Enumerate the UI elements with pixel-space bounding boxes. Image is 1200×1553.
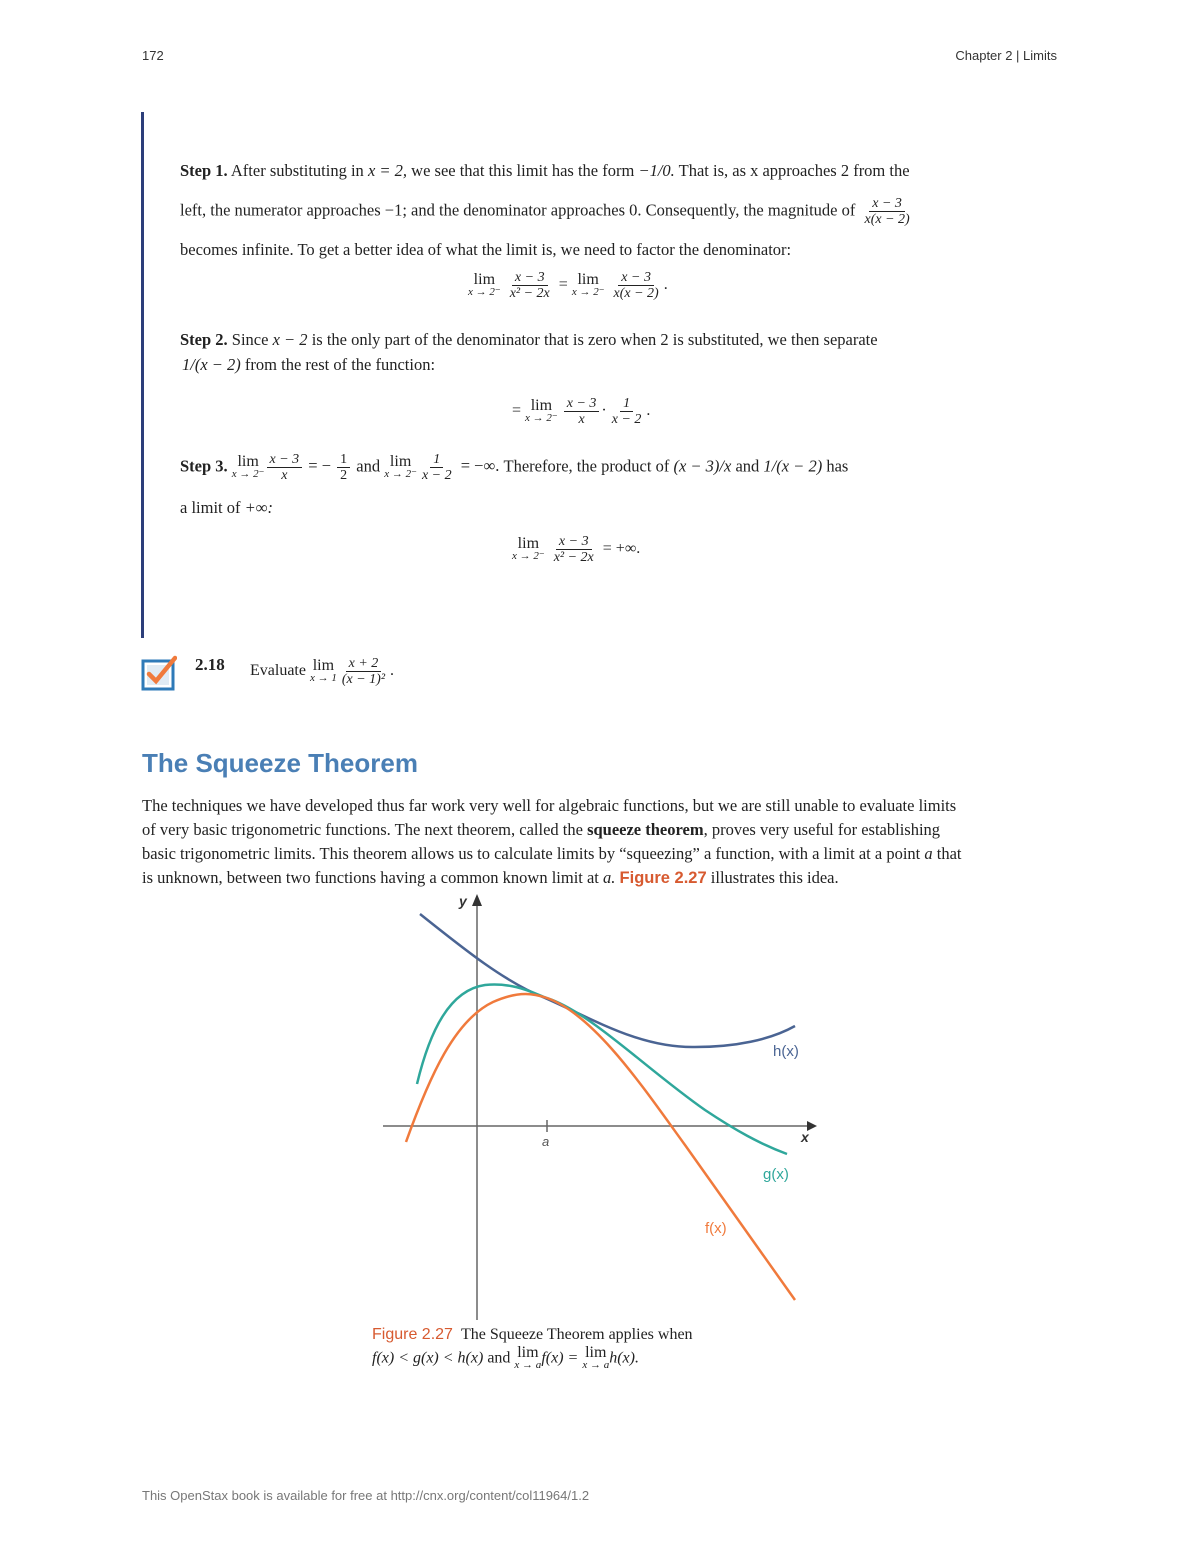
page-number: 172 bbox=[142, 48, 164, 63]
squeeze-figure bbox=[375, 890, 825, 1325]
g-curve bbox=[417, 985, 787, 1154]
step3-limit-1 bbox=[231, 452, 357, 483]
equation-1 bbox=[468, 270, 668, 301]
step3-eq-1: = − bbox=[308, 456, 332, 476]
exercise-num: x + 2 bbox=[346, 656, 382, 672]
lim-sub: x → 2⁻ bbox=[231, 467, 265, 480]
exercise-body bbox=[250, 656, 394, 687]
section-text: of very basic trigonometric functions. The next theorem, called the bbox=[142, 820, 583, 839]
lim-sub: x → a bbox=[514, 1359, 542, 1371]
example-rule bbox=[141, 112, 144, 638]
exercise-label: Evaluate bbox=[250, 662, 306, 680]
y-axis-arrow bbox=[472, 894, 482, 906]
exercise-period: . bbox=[390, 662, 395, 680]
step2-line1 bbox=[180, 328, 1022, 352]
footer-text: This OpenStax book is available for free at http://cnx.org/content/col11964/1.2 bbox=[142, 1488, 590, 1503]
eq1-num-2: x − 3 bbox=[618, 270, 654, 286]
step1-label: Step 1. bbox=[180, 161, 228, 180]
eq2-den-2: x − 2 bbox=[611, 412, 642, 427]
step2-text-c: from the rest of the function: bbox=[244, 355, 436, 374]
figure-caption bbox=[372, 1326, 812, 1372]
lim-word: lim bbox=[312, 656, 335, 674]
step1-math-b: −1/0. bbox=[638, 161, 675, 180]
equation-3 bbox=[512, 534, 640, 565]
eq2-frac-2 bbox=[609, 396, 645, 427]
lim-word: lim bbox=[585, 1344, 607, 1361]
eq1-frac-2 bbox=[611, 270, 662, 301]
step3-text-a: Therefore, the product of bbox=[503, 456, 670, 476]
eq1-den-2: x(x − 2) bbox=[613, 286, 659, 301]
step2-math-b: 1/(x − 2) bbox=[182, 355, 241, 374]
section-paragraph bbox=[142, 794, 1060, 890]
step3-and: and bbox=[356, 456, 381, 476]
section-text: , proves very useful for establishing bbox=[703, 820, 941, 839]
step1-line3: becomes infinite. To get a better idea of what the limit is, we need to factor the denominator: bbox=[180, 240, 792, 259]
half-num: 1 bbox=[337, 452, 350, 468]
eq1-frac-1 bbox=[507, 270, 553, 301]
eq2-dot: · bbox=[601, 402, 607, 420]
caption-f: f(x) = bbox=[541, 1349, 579, 1367]
step3-math-b: 1/(x − 2) bbox=[763, 456, 823, 476]
section-text: is unknown, between two functions having a common known limit at bbox=[142, 868, 599, 887]
step1-line1 bbox=[180, 159, 1022, 183]
lim-sub: x → 1 bbox=[309, 671, 337, 684]
eq1-den-1: x² − 2x bbox=[509, 286, 550, 301]
section-line-3 bbox=[142, 842, 1060, 866]
lim-word: lim bbox=[473, 270, 496, 288]
eq2-num-1: x − 3 bbox=[564, 396, 600, 412]
step1-fraction bbox=[861, 196, 912, 227]
step1-text-c: That is, as x approaches 2 from the bbox=[678, 161, 910, 180]
step1-math-a: x = 2, bbox=[367, 161, 408, 180]
caption-text: The Squeeze Theorem applies when bbox=[460, 1326, 693, 1343]
exercise-den: (x − 1)² bbox=[341, 672, 386, 687]
eq1-num-1: x − 3 bbox=[512, 270, 548, 286]
section-text: illustrates this idea. bbox=[710, 868, 839, 887]
squeeze-theorem-term: squeeze theorem bbox=[587, 820, 704, 839]
lim-sub: x → a bbox=[582, 1359, 610, 1371]
step3-den-1: x bbox=[281, 468, 288, 483]
tick-a-label: a bbox=[542, 1134, 550, 1149]
step3-text-b: and bbox=[735, 456, 760, 476]
checkpoint-icon bbox=[141, 655, 177, 691]
section-math: a bbox=[924, 844, 933, 863]
eq1-equals: = bbox=[558, 276, 568, 294]
section-text: basic trigonometric limits. This theorem allows us to calculate limits by “squeezing” a function, with a limit at a point bbox=[142, 844, 921, 863]
lim-word: lim bbox=[517, 534, 540, 552]
section-line-2 bbox=[142, 818, 1060, 842]
eq1-lim-2 bbox=[571, 270, 605, 299]
exercise-number: 2.18 bbox=[195, 655, 225, 674]
y-axis-label: y bbox=[459, 893, 467, 909]
x-axis-label: x bbox=[801, 1129, 809, 1145]
step1-text-d: left, the numerator approaches −1; and the denominator approaches 0. Consequently, the magnitude of bbox=[180, 200, 856, 220]
section-line-4 bbox=[142, 866, 1060, 890]
step3-limit-2 bbox=[384, 452, 503, 483]
step3-math-c: +∞: bbox=[244, 498, 274, 517]
f-label: f(x) bbox=[705, 1220, 727, 1237]
step2-text-a: Since bbox=[231, 330, 269, 349]
caption-h: h(x). bbox=[609, 1349, 639, 1367]
eq2-lim bbox=[525, 396, 558, 425]
f-curve bbox=[406, 994, 795, 1300]
caption-and: and bbox=[487, 1349, 511, 1367]
step3-text-d: a limit of bbox=[180, 498, 241, 517]
step3-eq-2: = −∞. bbox=[460, 456, 500, 476]
figure-link[interactable]: Figure 2.27 bbox=[619, 869, 707, 887]
h-label: h(x) bbox=[773, 1043, 799, 1060]
step3-text-c: has bbox=[826, 456, 849, 476]
chapter-title: Chapter 2 | Limits bbox=[955, 48, 1057, 63]
step1-frac-den: x(x − 2) bbox=[864, 212, 910, 227]
step1-frac-num: x − 3 bbox=[869, 196, 905, 212]
lim-sub: x → 2⁻ bbox=[571, 285, 605, 298]
section-title: The Squeeze Theorem bbox=[142, 748, 418, 778]
lim-word: lim bbox=[530, 396, 553, 414]
step3-num-1: x − 3 bbox=[267, 452, 303, 468]
step3-num-2: 1 bbox=[430, 452, 443, 468]
step3-line1 bbox=[180, 452, 1026, 483]
section-math: a. bbox=[603, 868, 616, 887]
g-label: g(x) bbox=[763, 1166, 789, 1183]
eq2-frac-1 bbox=[564, 396, 600, 427]
eq1-lim bbox=[468, 270, 501, 299]
section-line-1: The techniques we have developed thus far work very well for algebraic functions, but we are still unable to evaluate limits bbox=[142, 796, 957, 815]
eq2-num-2: 1 bbox=[620, 396, 633, 412]
lim-word: lim bbox=[237, 452, 259, 470]
caption-ref: Figure 2.27 bbox=[372, 1326, 453, 1343]
eq2-period: . bbox=[646, 402, 651, 420]
lim-sub: x → 2⁻ bbox=[512, 549, 545, 562]
step2-label: Step 2. bbox=[180, 330, 228, 349]
equation-2 bbox=[512, 396, 650, 427]
eq2-den-1: x bbox=[578, 412, 585, 427]
eq1-period: . bbox=[663, 276, 668, 294]
step3-label: Step 3. bbox=[180, 456, 228, 476]
step2-line2 bbox=[182, 353, 1024, 377]
step2-math-a: x − 2 bbox=[272, 330, 308, 349]
step3-line2 bbox=[180, 496, 273, 520]
lim-sub: x → 2⁻ bbox=[525, 411, 558, 424]
step3-math-a: (x − 3)/x bbox=[673, 456, 732, 476]
half-den: 2 bbox=[340, 468, 348, 483]
lim-sub: x → 2⁻ bbox=[468, 285, 501, 298]
lim-word: lim bbox=[389, 452, 412, 470]
eq3-den: x² − 2x bbox=[553, 550, 594, 565]
step1-text-a: After substituting in bbox=[230, 161, 364, 180]
step1-line2 bbox=[180, 196, 1022, 227]
step3-den-2: x − 2 bbox=[421, 468, 452, 483]
eq3-num: x − 3 bbox=[556, 534, 592, 550]
eq3-result: = +∞. bbox=[602, 540, 641, 558]
eq2-equals: = bbox=[512, 402, 522, 420]
step2-text-b: is the only part of the denominator that is zero when 2 is substituted, we then separate bbox=[311, 330, 878, 349]
lim-word: lim bbox=[577, 270, 599, 288]
lim-sub: x → 2⁻ bbox=[384, 467, 417, 480]
section-text: that bbox=[936, 844, 962, 863]
step1-text-b: we see that this limit has the form bbox=[411, 161, 635, 180]
caption-inequality: f(x) < g(x) < h(x) bbox=[372, 1349, 484, 1367]
lim-word: lim bbox=[517, 1344, 539, 1361]
